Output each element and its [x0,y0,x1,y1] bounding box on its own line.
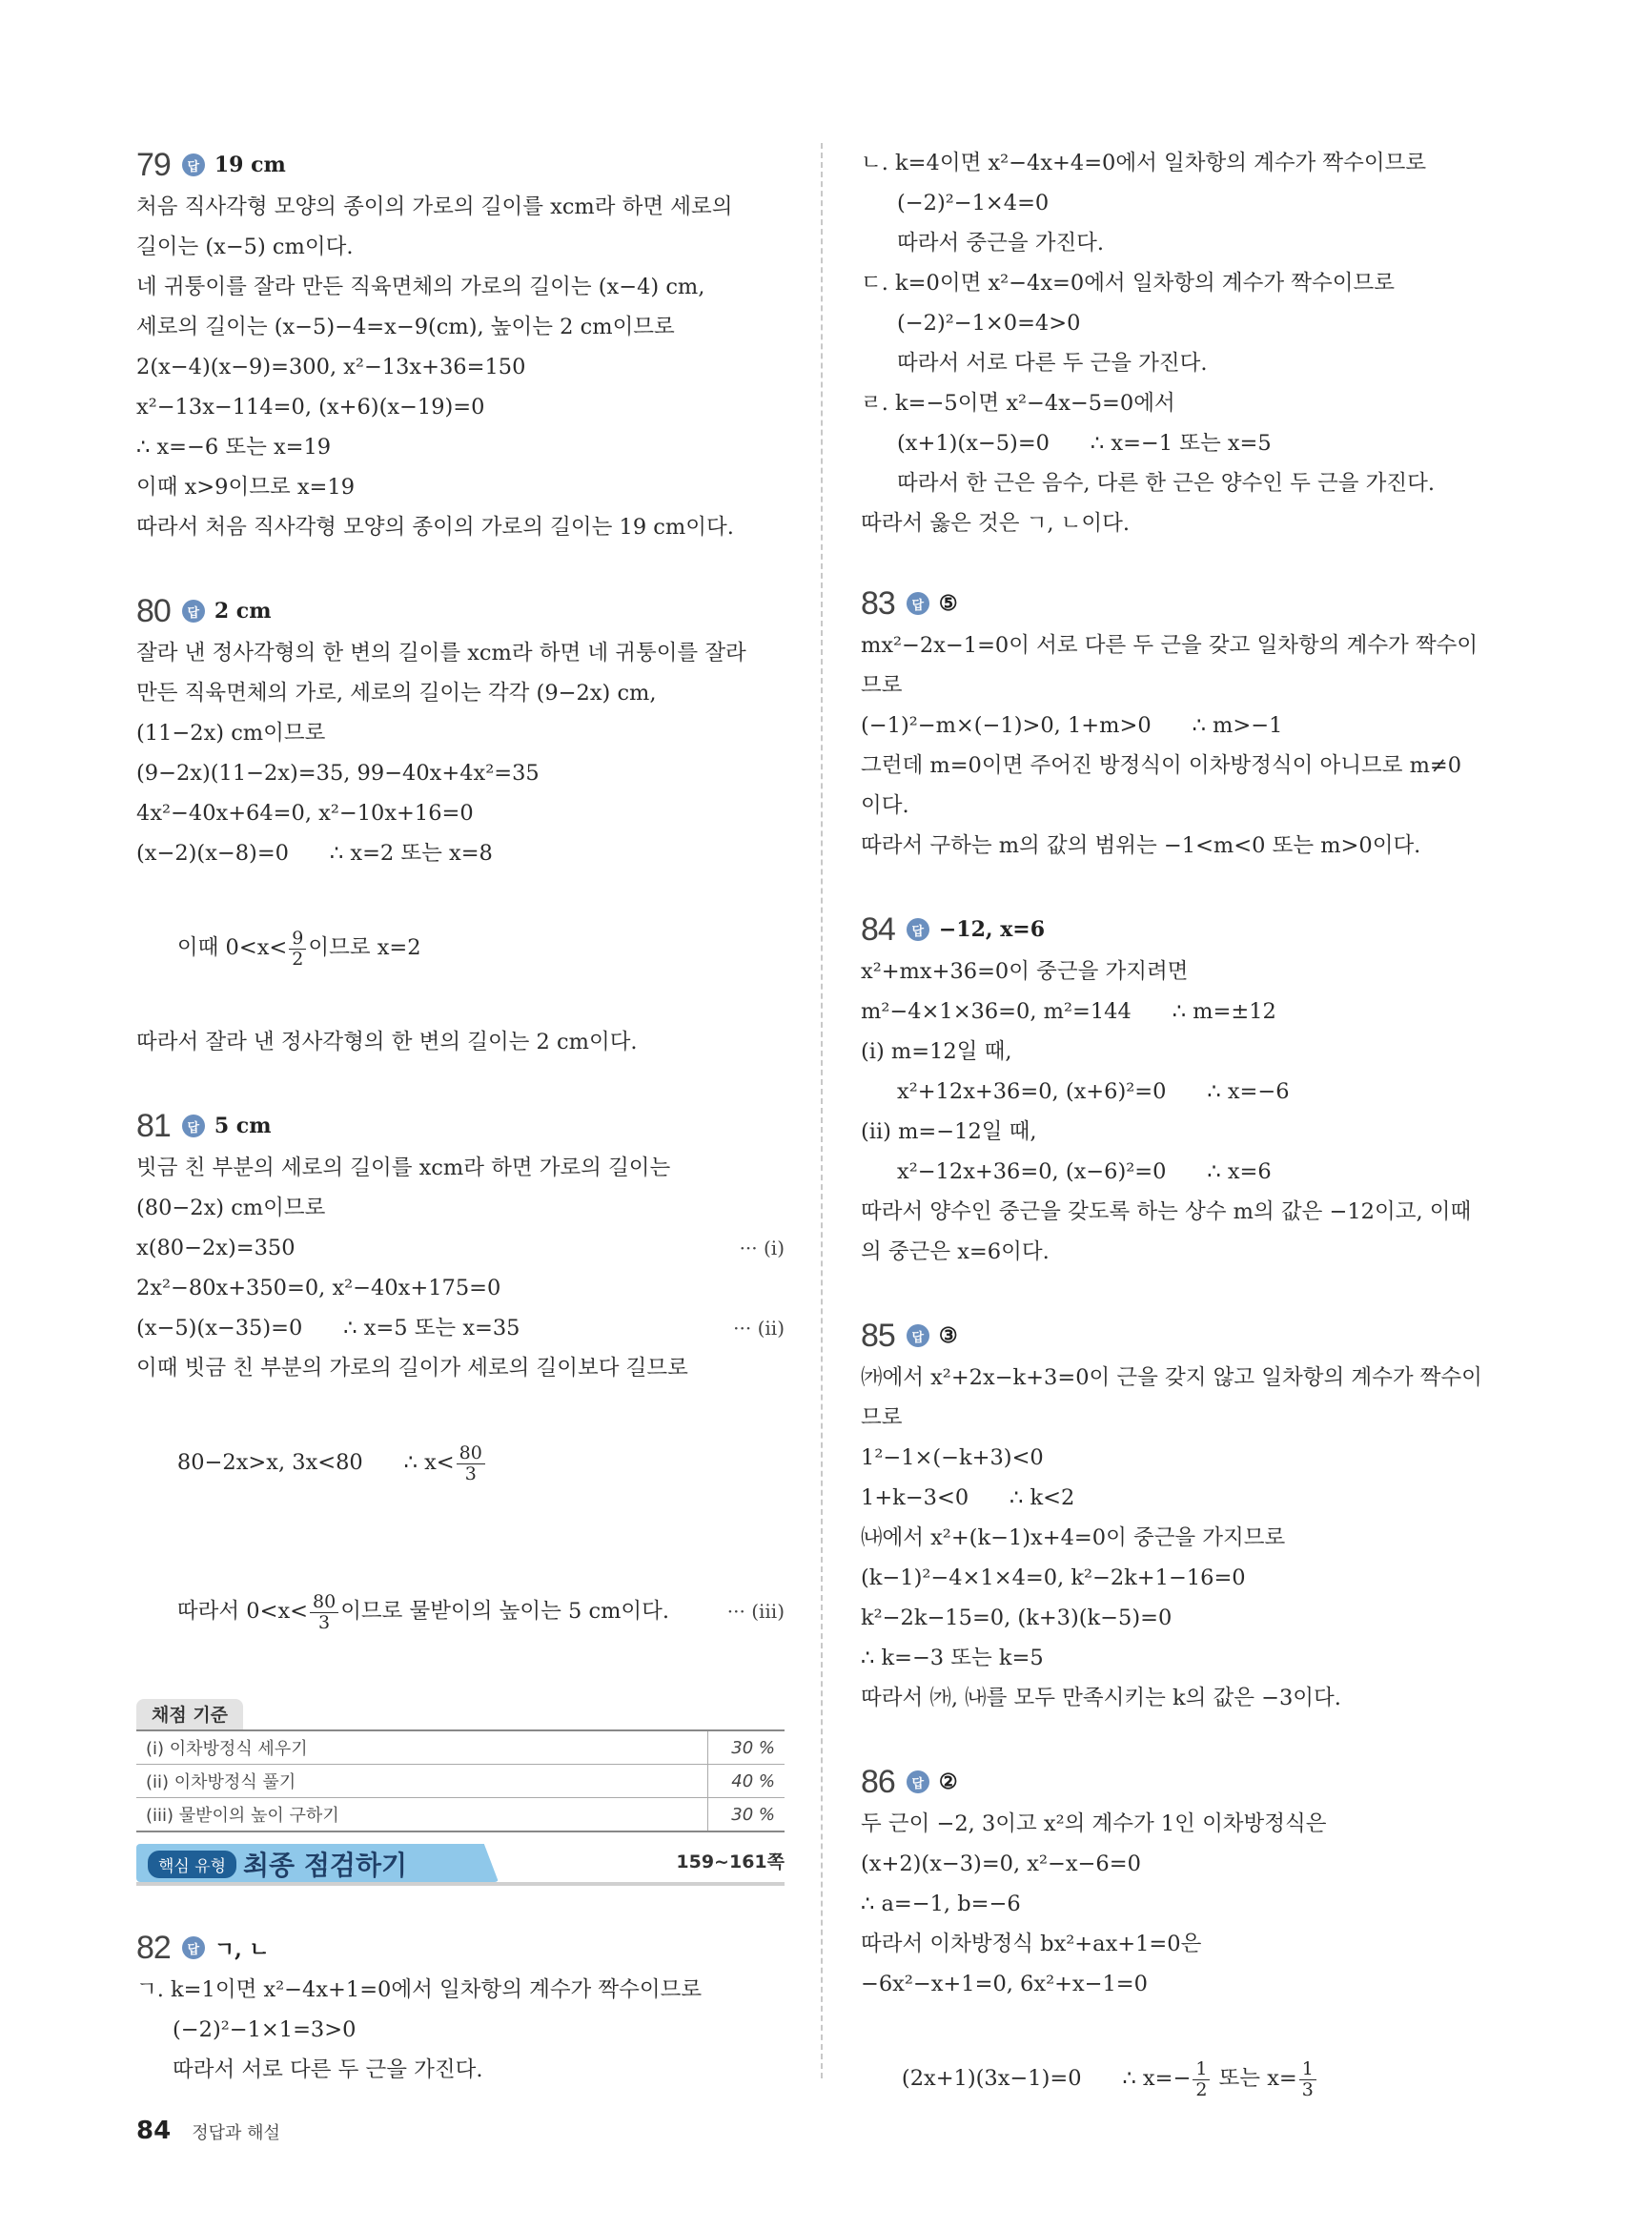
fraction [1299,2059,1316,2100]
solution-line: (i) m=12일 때, [861,1039,1012,1064]
answer-badge-icon: 답 [907,1770,929,1793]
page-footer [136,2117,280,2145]
banner-pages: 159~161쪽 [676,1852,785,1872]
answer-badge-icon: 답 [907,592,929,615]
problem-number: 80 [136,592,171,629]
problem-82-continued [861,143,1519,543]
answer-text: ⑤ [938,591,958,616]
table-row [136,1765,785,1798]
answer-badge-icon: 답 [907,918,929,941]
numerator: 1 [1299,2059,1316,2080]
solution-line: (9−2x)(11−2x)=35, 99−40x+4x²=35 [136,761,540,786]
problem-header [861,582,1519,625]
text: 따라서 0<x< [176,1599,308,1624]
solution-line: k²−2k−15=0, (k+3)(k−5)=0 [861,1606,1173,1630]
solution-line [136,1228,785,1268]
left-column [136,143,785,1832]
problem-number: 82 [136,1929,171,1966]
criterion: (ii) 이차방정식 풀기 [136,1765,708,1798]
solution-line: ㄴ. k=4이면 x²−4x+4=0에서 일차항의 계수가 짝수이므로 [861,151,1427,175]
solution-line: 따라서 서로 다른 두 근을 가진다. [173,2057,483,2082]
text: (x−5)(x−35)=0 ∴ x=5 또는 x=35 [136,1316,520,1340]
step-marker: ··· (i) [739,1237,785,1259]
solution-line: 잘라 낸 정사각형의 한 변의 길이를 xcm라 하면 네 귀퉁이를 잘라 [136,641,746,665]
text: 이므로 x=2 [308,935,421,960]
solution-line: 이때 빗금 친 부분의 가로의 길이가 세로의 길이보다 길므로 [136,1356,688,1381]
problem-header [136,143,785,187]
solution-line: mx²−2x−1=0이 서로 다른 두 근을 갖고 일차항의 계수가 짝수이 [861,633,1479,658]
problem-number: 86 [861,1763,895,1800]
solution-line: (−1)²−m×(−1)>0, 1+m>0 ∴ m>−1 [861,713,1283,738]
criterion-percent: 40 % [708,1765,785,1798]
text: (2x+1)(3x−1)=0 ∴ x=− [901,2066,1192,2091]
solution-line: (ii) m=−12일 때, [861,1119,1037,1144]
fraction [289,929,306,970]
solution-line: (x+2)(x−3)=0, x²−x−6=0 [861,1852,1141,1876]
problem-83 [861,582,1519,866]
table-row [136,1798,785,1832]
numerator: 80 [310,1592,338,1613]
solution-line: ㈏에서 x²+(k−1)x+4=0이 중근을 가지므로 [861,1525,1286,1550]
solution-line: 따라서 양수인 중근을 갖도록 하는 상수 m의 값은 −12이고, 이때 [861,1199,1472,1224]
denominator: 3 [1301,2078,1314,2100]
solution-line: 따라서 처음 직사각형 모양의 종이의 가로의 길이는 19 cm이다. [136,515,734,540]
text: x(80−2x)=350 [136,1236,296,1260]
solution-line: 그런데 m=0이면 주어진 방정식이 이차방정식이 아니므로 m≠0 [861,753,1462,778]
footer-title: 정답과 해설 [192,2123,280,2143]
problem-81 [136,1104,785,1686]
fraction [1193,2059,1210,2100]
problem-number: 79 [136,146,171,183]
answer-text: 5 cm [214,1114,272,1138]
answer-badge-icon: 답 [182,600,205,623]
answer-badge-icon: 답 [907,1324,929,1347]
solution-line: 므로 [861,1405,903,1430]
solution-line: ㄷ. k=0이면 x²−4x=0에서 일차항의 계수가 짝수이므로 [861,271,1395,296]
solution-line: (80−2x) cm이므로 [136,1196,326,1220]
problem-header [136,1926,785,1970]
solution-line: 따라서 옳은 것은 ㄱ, ㄴ이다. [861,511,1130,536]
problem-header [861,1314,1519,1358]
solution-line: (k−1)²−4×1×4=0, k²−2k+1−16=0 [861,1565,1246,1590]
solution-line: (−2)²−1×1=3>0 [173,2017,357,2042]
solution-line: 2(x−4)(x−9)=300, x²−13x+36=150 [136,355,526,379]
fraction [310,1592,338,1633]
denominator: 3 [318,1611,331,1633]
solution-line: ㄱ. k=1이면 x²−4x+1=0에서 일차항의 계수가 짝수이므로 [136,1977,703,2002]
numerator: 9 [289,929,306,950]
table-row [136,1730,785,1765]
text: 이때 0<x< [176,935,288,960]
problem-80 [136,589,785,1062]
solution-line: x²+mx+36=0이 중근을 가지려면 [861,959,1189,984]
solution-line: 2x²−80x+350=0, x²−40x+175=0 [136,1276,501,1300]
banner-pill: 핵심 유형 [148,1851,236,1878]
criterion: (iii) 물받이의 높이 구하기 [136,1798,708,1832]
solution-line: 따라서 잘라 낸 정사각형의 한 변의 길이는 2 cm이다. [136,1030,638,1054]
solution-line: 만든 직육면체의 가로, 세로의 길이는 각각 (9−2x) cm, [136,681,657,706]
solution-line: 이때 x>9이므로 x=19 [136,475,356,500]
solution-line: 처음 직사각형 모양의 종이의 가로의 길이를 xcm라 하면 세로의 [136,194,733,219]
answer-text: 2 cm [214,599,272,624]
problem-number: 84 [861,910,895,948]
solution-line: ∴ a=−1, b=−6 [861,1892,1021,1916]
grading-criteria [136,1699,785,1832]
solution-line: 4x²−40x+64=0, x²−10x+16=0 [136,801,474,826]
problem-header [136,1104,785,1148]
problem-header [136,589,785,633]
answer-text: −12, x=6 [938,917,1046,942]
fraction-line [136,1537,785,1686]
text: 또는 x= [1212,2066,1297,2091]
solution-line: 네 귀퉁이를 잘라 만든 직육면체의 가로의 길이는 (x−4) cm, [136,275,705,299]
solution-line: 1+k−3<0 ∴ k<2 [861,1485,1075,1510]
problem-86 [861,1760,1519,2153]
solution-line: (x+1)(x−5)=0 ∴ x=−1 또는 x=5 [897,431,1272,456]
denominator: 2 [1195,2078,1208,2100]
numerator: 80 [457,1443,485,1464]
banner-rule [136,1882,785,1886]
fraction-line [861,2004,1519,2153]
answer-text: 19 cm [214,153,286,177]
page-number: 84 [136,2117,172,2145]
grading-table [136,1729,785,1832]
fraction-line [136,873,785,1022]
criterion: (i) 이차방정식 세우기 [136,1730,708,1765]
right-column [861,143,1519,2153]
answer-badge-icon: 답 [182,153,205,176]
criterion-percent: 30 % [708,1730,785,1765]
solution-line: 므로 [861,673,903,698]
problem-85 [861,1314,1519,1718]
solution-line: 두 근이 −2, 3이고 x²의 계수가 1인 이차방정식은 [861,1811,1327,1836]
solution-line [136,1308,785,1348]
solution-line: 따라서 중근을 가진다. [897,231,1105,256]
solution-line: 길이는 (x−5) cm이다. [136,235,354,259]
solution-line: 따라서 구하는 m의 값의 범위는 −1<m<0 또는 m>0이다. [861,833,1421,858]
step-marker: ··· (iii) [726,1600,785,1623]
solution-line: 의 중근은 x=6이다. [861,1239,1050,1264]
solution-line: 빗금 친 부분의 세로의 길이를 xcm라 하면 가로의 길이는 [136,1156,671,1180]
numerator: 1 [1193,2059,1210,2080]
criterion-percent: 30 % [708,1798,785,1832]
problem-79 [136,143,785,547]
solution-line: ∴ k=−3 또는 k=5 [861,1646,1044,1670]
solution-line: −6x²−x+1=0, 6x²+x−1=0 [861,1972,1148,1996]
problem-header [861,908,1519,951]
section-banner [136,1844,785,1888]
column-divider [821,143,823,2078]
solution-line: x²−12x+36=0, (x−6)²=0 ∴ x=6 [897,1159,1272,1184]
solution-line: 따라서 서로 다른 두 근을 가진다. [897,351,1208,376]
solution-line: x²−13x−114=0, (x+6)(x−19)=0 [136,395,485,419]
solution-line: ∴ x=−6 또는 x=19 [136,435,332,460]
solution-line: 세로의 길이는 (x−5)−4=x−9(cm), 높이는 2 cm이므로 [136,315,675,339]
answer-badge-icon: 답 [182,1115,205,1137]
answer-text: ㄱ, ㄴ [214,1936,270,1962]
problem-number: 81 [136,1107,171,1144]
fraction [457,1443,485,1484]
solution-line: m²−4×1×36=0, m²=144 ∴ m=±12 [861,999,1276,1024]
solution-line: (11−2x) cm이므로 [136,721,326,746]
solution-line: ㈎에서 x²+2x−k+3=0이 근을 갖지 않고 일차항의 계수가 짝수이 [861,1365,1482,1390]
solution-line: (x−2)(x−8)=0 ∴ x=2 또는 x=8 [136,841,493,866]
solution-line: 따라서 한 근은 음수, 다른 한 근은 양수인 두 근을 가진다. [897,471,1435,496]
solution-line: 1²−1×(−k+3)<0 [861,1445,1044,1470]
answer-badge-icon: 답 [182,1936,205,1959]
answer-text: ③ [938,1323,958,1348]
answer-text: ② [938,1770,958,1794]
problem-header [861,1760,1519,1804]
solution-line: 이다. [861,793,909,818]
solution-line: (−2)²−1×4=0 [897,191,1050,215]
solution-line: 따라서 이차방정식 bx²+ax+1=0은 [861,1932,1202,1956]
text: 80−2x>x, 3x<80 ∴ x< [176,1450,455,1475]
step-marker: ··· (ii) [733,1317,785,1340]
problem-84 [861,908,1519,1272]
problem-number: 85 [861,1317,895,1354]
solution-line: 따라서 ㈎, ㈏를 모두 만족시키는 k의 값은 −3이다. [861,1686,1341,1710]
grading-title: 채점 기준 [136,1699,243,1729]
denominator: 2 [292,948,304,970]
text: 이므로 물받이의 높이는 5 cm이다. [340,1599,670,1624]
denominator: 3 [464,1463,477,1484]
problem-number: 83 [861,584,895,622]
fraction-line [136,1388,785,1537]
problem-82 [136,1926,785,2090]
solution-line: (−2)²−1×0=4>0 [897,311,1081,336]
banner-title: 최종 점검하기 [243,1850,408,1881]
solution-line: ㄹ. k=−5이면 x²−4x−5=0에서 [861,391,1175,416]
solution-line: x²+12x+36=0, (x+6)²=0 ∴ x=−6 [897,1079,1290,1104]
